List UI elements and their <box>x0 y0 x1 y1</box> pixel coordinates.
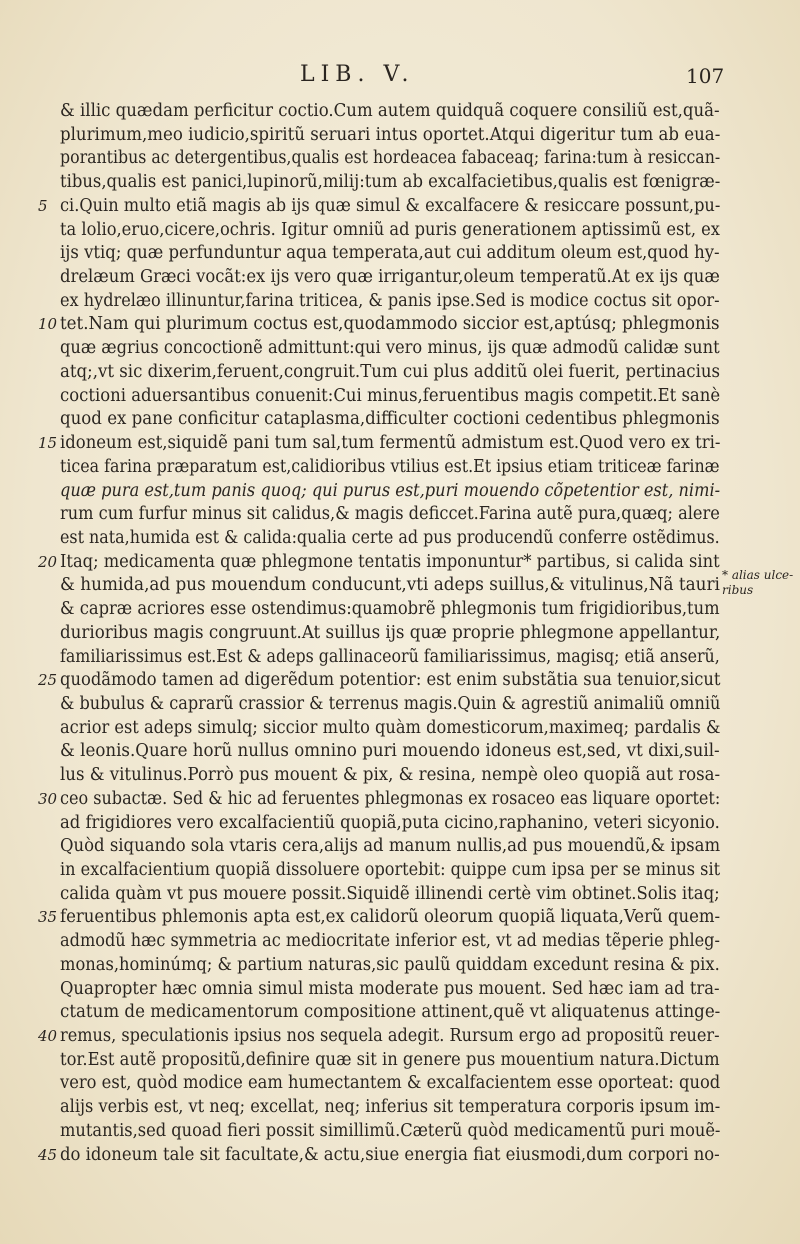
text-line <box>60 859 720 883</box>
line-text: est nata,humida est & calida:qualia certe ad pus producendũ conferre ostẽdimus. <box>60 527 720 548</box>
line-text: Quòd siquando sola vtaris cera,alijs ad manum nullis,ad pus mouendũ,& ipsam <box>60 836 721 857</box>
line-text: rum cum furfur minus sit calidus,& magis deficcet.Farina autẽ pura,quæq; alere <box>60 504 720 525</box>
line-number: 35 <box>38 908 58 927</box>
line-text: ci.Quin multo etiã magis ab ijs quæ simul & excalfacere & resiccare possunt,pu- <box>60 195 721 216</box>
text-line <box>60 693 720 717</box>
line-text: drelæum Græci vocãt:ex ijs vero quæ irrigantur,oleum temperatũ.At ex ijs quæ <box>60 267 720 288</box>
line-text: & capræ acriores esse ostendimus:quamobrẽ phlegmonis tum frigidioribus,tum <box>60 599 720 620</box>
line-text: ticea farina præparatum est,calidioribus vtilius est.Et ipsius etiam triticeæ farinæ <box>60 456 720 477</box>
text-line <box>60 408 720 432</box>
line-text: remus, speculationis ipsius nos sequela adegit. Rursum ergo ad propositũ reuer- <box>60 1026 720 1047</box>
text-line <box>60 242 720 266</box>
text-line <box>60 1120 720 1144</box>
line-text: ijs vtiq; quæ perfunduntur aqua temperata,aut cui additum oleum est,quod hy- <box>60 243 720 264</box>
line-text: acrior est adeps simulq; siccior multo quàm domesticorum,maximeq; pardalis & <box>60 717 721 738</box>
text-line <box>60 954 720 978</box>
text-line <box>60 978 720 1002</box>
text-line <box>60 337 720 361</box>
line-text: mutantis,sed quoad fieri possit simillimũ.Cæterũ quòd medicamentũ puri mouẽ- <box>60 1120 721 1141</box>
line-text: tet.Nam qui plurimum coctus est,quodammodo siccior est,aptúsq; phlegmonis <box>60 314 720 335</box>
page-header <box>0 60 800 94</box>
text-line <box>60 100 720 124</box>
text-line <box>60 883 720 907</box>
text-line <box>60 764 720 788</box>
line-text: Quapropter hæc omnia simul mista moderate pus mouent. Sed hæc iam ad tra- <box>60 978 720 999</box>
line-text: vero est, quòd modice eam humectantem & excalfacientem esse oporteat: quod <box>60 1073 721 1094</box>
text-line <box>60 503 720 527</box>
line-text: & illic quædam perficitur coctio.Cum autem quidquã coquere consiliũ est,quã- <box>60 101 720 121</box>
text-line <box>60 456 720 480</box>
line-text: & humida,ad pus mouendum conducunt,vti adeps suillus,& vitulinus,Nã tauri <box>60 575 720 596</box>
text-line <box>60 1001 720 1025</box>
line-text: admodũ hæc symmetria ac mediocritate inferior est, vt ad medias tẽperie phleg- <box>60 931 720 952</box>
text-line <box>60 124 720 148</box>
line-number: 30 <box>38 789 58 808</box>
line-text: plurimum,meo iudicio,spiritũ seruari intus oportet.Atqui digeritur tum ab eua- <box>60 124 721 145</box>
text-line <box>60 527 720 551</box>
line-number: 45 <box>38 1145 58 1164</box>
line-number: 40 <box>38 1027 58 1046</box>
text-line <box>60 147 720 171</box>
line-text: porantibus ac detergentibus,qualis est hordeacea fabaceaq; farina:tum à resiccan- <box>60 148 721 169</box>
text-line <box>60 717 720 741</box>
line-text: coctioni aduersantibus conuenit:Cui minus,feruentibus magis competit.Et sanè <box>60 385 721 406</box>
line-text: calida quàm vt pus mouere possit.Siquidẽ illinendi certè vim obtinet.Solis itaq; <box>60 883 720 904</box>
line-text: familiarissimus est.Est & adeps gallinaceorũ familiarissimus, magisq; etiã anserũ, <box>60 646 720 667</box>
text-line <box>38 669 721 693</box>
line-text: ex hydrelæo illinuntur,farina triticea, & panis ipse.Sed is modice coctus sit opor- <box>60 290 720 311</box>
text-line <box>38 1025 720 1049</box>
body-text <box>38 100 721 1167</box>
line-text: alijs verbis est, vt neq; excellat, neq; inferius sit temperatura corporis ipsum im- <box>60 1097 721 1118</box>
text-line <box>60 1096 720 1120</box>
text-line <box>38 195 721 219</box>
line-text: quod ex pane conficitur cataplasma,difficulter coctioni cedentibus phlegmonis <box>60 409 720 430</box>
line-number: 25 <box>38 671 58 690</box>
line-number: 20 <box>38 552 58 571</box>
text-line <box>38 788 721 812</box>
line-text: quodãmodo tamen ad digerẽdum potentior: est enim substãtia sua tenuior,sicut <box>60 670 721 691</box>
line-text: feruentibus phlemonis apta est,ex calidorũ oleorum quopiã liquata,Verũ quem- <box>60 907 721 928</box>
line-text: ceo subactæ. Sed & hic ad feruentes phlegmonas ex rosaceo eas liquare oportet: <box>60 788 721 809</box>
line-text: in excalfacientium quopiã dissoluere oportebit: quippe cum ipsa per se minus sit <box>60 860 721 880</box>
line-text: durioribus magis congruunt.At suillus ijs quæ proprie phlegmone appellantur, <box>60 622 721 643</box>
margin-note: * alias ulce- ribus <box>722 568 794 597</box>
line-number: 5 <box>38 196 48 215</box>
line-text: quæ ægrius concoctionẽ admittunt:qui vero minus, ijs quæ admodũ calidæ sunt <box>60 338 720 359</box>
text-line <box>60 812 720 836</box>
line-text: ctatum de medicamentorum compositione attinent,quẽ vt aliquatenus attinge- <box>60 1002 721 1023</box>
line-number: 15 <box>38 434 58 453</box>
line-text: idoneum est,siquidẽ pani tum sal,tum fermentũ admistum est.Quod vero ex tri- <box>60 433 721 454</box>
text-line <box>38 432 721 456</box>
line-text: tibus,qualis est panici,lupinorũ,milij:tum ab excalfacietibus,qualis est fœnigræ- <box>60 172 721 193</box>
text-line <box>60 622 720 646</box>
line-text: Itaq; medicamenta quæ phlegmone tentatis imponuntur* partibus, si calida sint <box>60 551 720 572</box>
page-number: 107 <box>686 64 725 88</box>
text-line <box>60 385 720 409</box>
line-number: 10 <box>38 315 58 334</box>
running-head: LIB. V. <box>300 62 415 87</box>
line-text: do idoneum tale sit facultate,& actu,siue energia fiat eiusmodi,dum corpori no- <box>60 1144 720 1165</box>
line-text: ta lolio,eruo,cicere,ochris. Igitur omniũ ad puris generationem aptissimũ est, ex <box>60 219 720 240</box>
text-line <box>60 598 720 622</box>
line-text: ad frigidiores vero excalfacientiũ quopiã,puta cicino,raphanino, veteri sicyonio. <box>60 812 720 833</box>
line-text: tor.Est autẽ propositũ,definire quæ sit in genere pus mouentium natura.Dictum <box>60 1049 720 1070</box>
text-line <box>38 551 720 575</box>
text-line <box>60 480 720 504</box>
text-line <box>60 646 720 670</box>
line-text: & leonis.Quare horũ nullus omnino puri mouendo idoneus est,sed, vt dixi,suil- <box>60 741 720 762</box>
text-line <box>60 574 720 598</box>
line-text: & bubulus & caprarũ crassior & terrenus magis.Quin & agrestiũ animaliũ omniũ <box>60 693 721 714</box>
line-text: monas,hominúmq; & partium naturas,sic paulũ quiddam excedunt resina & pix. <box>60 954 720 975</box>
text-line <box>60 361 720 385</box>
text-line <box>60 740 720 764</box>
text-line <box>60 290 720 314</box>
text-line <box>60 171 720 195</box>
text-line <box>60 219 720 243</box>
text-line <box>38 1144 720 1168</box>
text-line <box>60 1072 720 1096</box>
text-line <box>60 266 720 290</box>
line-text: quæ pura est,tum panis quoq; qui purus est,puri mouendo cõpetentior est, nimi- <box>60 480 721 501</box>
text-line <box>60 835 720 859</box>
text-line <box>60 930 720 954</box>
text-line <box>60 1049 720 1073</box>
text-line <box>38 906 721 930</box>
line-text: lus & vitulinus.Porrò pus mouent & pix, & resina, nempè oleo quopiã aut rosa- <box>60 765 721 786</box>
line-text: atq;,vt sic dixerim,feruent,congruit.Tum cui plus additũ olei fuerit, pertinacius <box>60 361 721 382</box>
text-line <box>38 313 720 337</box>
